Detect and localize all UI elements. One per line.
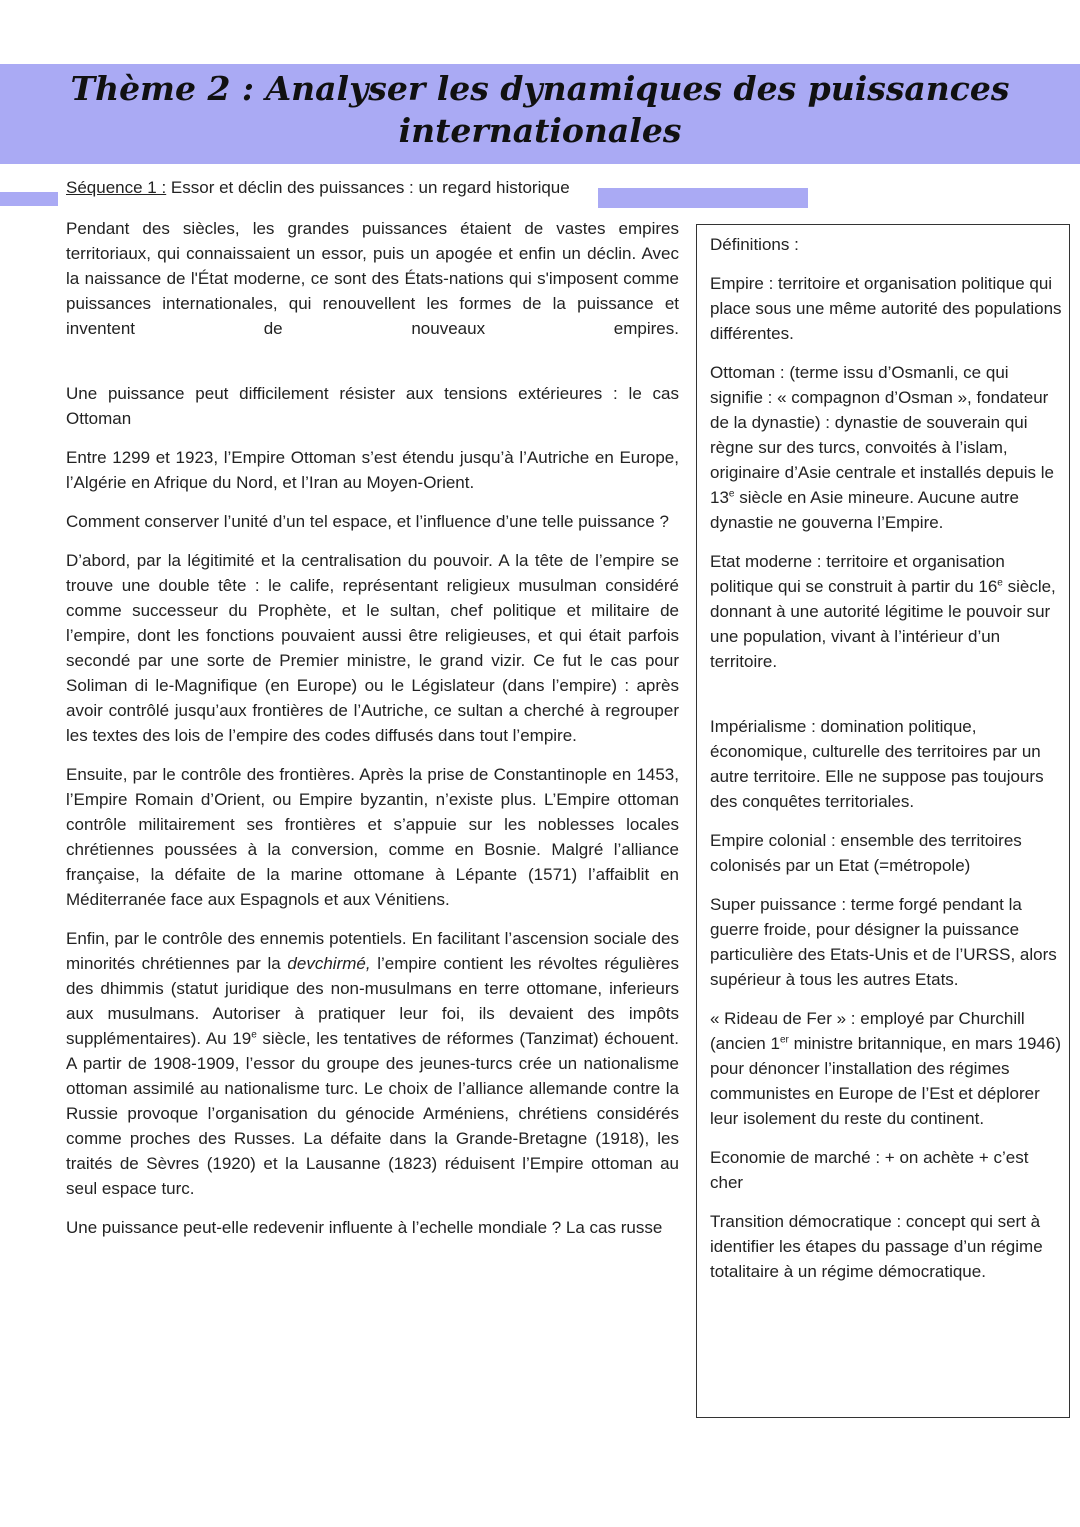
borders-paragraph: Ensuite, par le contrôle des frontières. Après la prise de Constantinople en 1453, l’Empire Romain d’Orient, ou Empire byzantin, n’existe plus. L’Empire ottoman contrôle militairement ses frontières et s’appuie sur les noblesses locales chrétiennes poussées à la conversion, comme en Bosnie. Malgré l’alliance française, la défaite de la marine ottomane à Lépante (1571) l’affaiblit en Méditerranée face aux Espagnols et aux Vénitiens.	[66, 765, 679, 909]
def-rideau-sup: er	[779, 1034, 789, 1046]
enemies-text-3: siècle, les tentatives de réformes (Tanzimat) échouent. A partir de 1908-1909, l’essor du groupe des jeunes-turcs crée un nationalisme ottoman assimilé au nationalisme turc. Le choix de l’alliance allemande contre la Russie provoque l’organisation du génocide Arméniens, chrétiens considérés comme proches des Russes. La défaite dans la Grande-Bretagne (1918), les traités de Sèvres (1920) et la Lausanne (1823) réduisent l’Empire ottoman au seul espace turc.	[66, 1029, 679, 1198]
def-etat-moderne	[710, 549, 1062, 674]
definitions-list	[710, 232, 1062, 1298]
def-ottoman-text-1: Ottoman : (terme issu d’Osmanli, ce qui signifie : « compagnon d’Osman », fondateur de la dynastie) : dynastie de souverain qui règne sur des turcs, convoités à l’islam, originaire d’Asie centrale et installés depuis le 13	[710, 363, 1054, 507]
sequence-accent-right	[598, 188, 808, 208]
sequence-text: Essor et déclin des puissances : un regard historique	[166, 178, 570, 197]
enemies-term: devchirmé,	[287, 954, 371, 973]
def-empire: Empire : territoire et organisation politique qui place sous une même autorité des populations différentes.	[710, 274, 1062, 343]
def-economie-marche: Economie de marché : + on achète + c’est cher	[710, 1148, 1029, 1192]
definitions-header: Définitions :	[710, 235, 799, 254]
def-ottoman-text-2: siècle en Asie mineure. Aucune autre dynastie ne gouverna l’Empire.	[710, 488, 1019, 532]
russia-heading: Une puissance peut-elle redevenir influente à l’echelle mondiale ? La cas russe	[66, 1218, 663, 1237]
question-paragraph: Comment conserver l’unité d’un tel espace, et l’influence d’une telle puissance ?	[66, 512, 669, 531]
def-ottoman-sup: e	[728, 488, 735, 500]
def-rideau-text-2: ministre britannique, en mars 1946) pour dénoncer l’installation des régimes communistes en Europe de l’Est et déplorer leur isolement du reste du continent.	[710, 1034, 1061, 1128]
ottoman-heading: Une puissance peut difficilement résister aux tensions extérieures : le cas Ottoman	[66, 384, 679, 428]
def-etat-sup: e	[997, 577, 1003, 589]
def-ottoman	[710, 360, 1062, 535]
enemies-sup: e	[251, 1029, 257, 1041]
sequence-accent-left	[0, 192, 58, 206]
def-super-puissance: Super puissance : terme forgé pendant la guerre froide, pour désigner la puissance particulière des Etats-Unis et de l’URSS, alors supérieur à tous les autres Etats.	[710, 895, 1057, 989]
page-title-line1: Thème 2 : Analyser les dynamiques des puissances	[70, 69, 1010, 108]
def-imperialisme: Impérialisme : domination politique, économique, culturelle des territoires par un autre territoire. Elle ne suppose pas toujours des conquêtes territoriales.	[710, 717, 1044, 811]
enemies-text-2: l’empire contient les révoltes régulières des dhimmis (statut juridique des non-musulmans en terre ottomane, inferieurs aux musulmans. Autoriser à pratiquer leur foi, ils devaient des impôts supplémentaires). Au 19	[66, 954, 679, 1048]
def-rideau-de-fer	[710, 1006, 1062, 1131]
enemies-text-1: Enfin, par le contrôle des ennemis potentiels. En facilitant l’ascension sociale des minorités chrétiennes par la	[66, 929, 679, 973]
def-transition-democratique: Transition démocratique : concept qui sert à identifier les étapes du passage d’un régime totalitaire à un régime démocratique.	[710, 1212, 1043, 1281]
sequence-heading	[66, 176, 570, 200]
main-text	[66, 216, 679, 1254]
sequence-label: Séquence 1 :	[66, 178, 167, 197]
intro-paragraph: Pendant des siècles, les grandes puissances étaient de vastes empires territoriaux, qui connaissaient un essor, puis un apogée et enfin un déclin. Avec la naissance de l'État moderne, ce sont des États-nations qui s'imposent comme puissances internationales, qui renouvellent les formes de la puissance et inventent de nouveaux empires.	[66, 219, 679, 338]
page-title	[40, 68, 1040, 152]
def-rideau-text-1: « Rideau de Fer » : employé par Churchill (ancien 1	[710, 1009, 1025, 1053]
extent-paragraph: Entre 1299 et 1923, l’Empire Ottoman s’est étendu jusqu’à l’Autriche en Europe, l’Algérie en Afrique du Nord, et l’Iran au Moyen-Orient.	[66, 448, 679, 492]
def-empire-colonial: Empire colonial : ensemble des territoires colonisés par un Etat (=métropole)	[710, 831, 1022, 875]
enemies-paragraph	[66, 926, 679, 1201]
legitimacy-paragraph: D’abord, par la légitimité et la centralisation du pouvoir. A la tête de l’empire se trouve une double tête : le calife, représentant religieux musulman considéré comme successeur du Prophète, et le sultan, chef politique et militaire de l’empire, dont les fonctions pouvaient aussi être religieuses, et qui était parfois secondé par une sorte de Premier ministre, le grand vizir. Ce fut le cas pour Soliman di le-Magnifique (en Europe) ou le Législateur (dans l’empire) : après avoir contrôlé jusqu’aux frontières de l’Autriche, ce sultan a cherché à regrouper les textes des lois de l’empire des codes diffusés dans tout l’empire.	[66, 551, 679, 745]
page-title-line2: internationales	[398, 111, 682, 150]
def-etat-text-1: Etat moderne : territoire et organisation politique qui se construit à partir du 16	[710, 552, 1005, 596]
def-etat-text-2: siècle, donnant à une autorité légitime le pouvoir sur une population, vivant à l’intérieur d’un territoire.	[710, 577, 1056, 671]
